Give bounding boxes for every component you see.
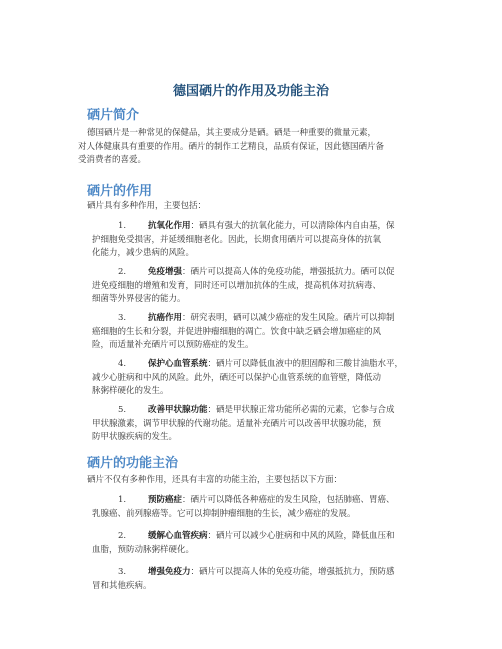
effect-item	[92, 358, 432, 399]
item-term: 保护心血管系统	[148, 359, 208, 369]
item-term: 预防癌症	[148, 495, 183, 505]
item-number: 3.	[118, 567, 127, 577]
item-text: 甲状腺激素，调节甲状腺的代谢功能。适量补充硒片可以改善甲状腺功能，预	[92, 418, 382, 429]
item-text: 险，而适量补充硒片可以预防癌症的发生。	[92, 340, 254, 350]
indication-item	[92, 494, 432, 521]
document-title: 德国硒片的作用及功能主治	[172, 84, 329, 99]
paragraph-line: 受消费者的喜爱。	[78, 155, 147, 165]
item-term: 抗氧化作用	[148, 221, 191, 231]
indication-item	[92, 530, 432, 557]
effect-item	[92, 404, 432, 445]
indications-intro: 硒片不仅有多种作用，还具有丰富的功能主治，主要包括以下方面：	[87, 475, 343, 485]
paragraph-line: 对人体健康具有重要的作用。硒片的制作工艺精良，品质有保证，因此德国硒片备	[78, 141, 385, 152]
section-heading-effects: 硒片的作用	[87, 184, 153, 199]
item-text: 护细胞免受损害，并延缓细胞老化。因此，长期食用硒片可以提高身体的抗氧	[92, 234, 382, 245]
item-term: 免疫增强	[148, 267, 183, 277]
item-term: 增强免疫力	[148, 567, 191, 577]
item-term: 抗癌作用	[148, 313, 183, 323]
effects-intro: 硒片具有多种作用，主要包括：	[87, 201, 207, 211]
item-number: 2.	[118, 531, 127, 541]
item-text: 化能力，减少患病的风险。	[92, 248, 195, 258]
item-term: 缓解心血管疾病	[148, 531, 208, 541]
item-number: 5.	[118, 405, 127, 415]
item-text: ：硒片可以降低各种癌症的发生风险，包括肺癌、胃癌、	[182, 495, 395, 505]
section-heading-indications: 硒片的功能主治	[87, 456, 179, 471]
indication-item	[92, 566, 432, 593]
item-number: 3.	[118, 313, 127, 323]
item-number: 2.	[118, 267, 127, 277]
item-text: ：硒片可以降低血液中的胆固醇和三酸甘油脂水平，	[207, 359, 404, 369]
item-text: ：硒片可以提高人体的免疫功能，增强抵抗力。硒可以促	[182, 267, 395, 277]
item-term: 改善甲状腺功能	[148, 405, 208, 415]
paragraph-line: 德国硒片是一种常见的保健品，其主要成分是硒。硒是一种重要的微量元素，	[87, 128, 377, 138]
section-heading-intro: 硒片简介	[87, 108, 140, 123]
item-text: ：硒片可以减少心脏病和中风的风险，降低血压和	[207, 531, 395, 541]
item-text: 防甲状腺疾病的发生。	[92, 432, 178, 442]
item-text: ：硒是甲状腺正常功能所必需的元素，它参与合成	[207, 405, 395, 415]
item-text: 脉粥样硬化的发生。	[92, 386, 169, 396]
item-text: ：硒具有强大的抗氧化能力，可以清除体内自由基，保	[190, 221, 395, 231]
section-intro-paragraph	[78, 127, 433, 168]
effect-item	[92, 266, 432, 307]
effect-item	[92, 220, 432, 261]
item-text: 冒和其他疾病。	[92, 580, 152, 591]
item-text: 血脂，预防动脉粥样硬化。	[92, 544, 195, 555]
effect-item	[92, 312, 432, 353]
item-text: ：研究表明，硒可以减少癌症的发生风险。硒片可以抑制	[182, 313, 395, 323]
item-number: 4.	[118, 359, 127, 369]
item-number: 1.	[118, 221, 127, 231]
item-text: 进免疫细胞的增殖和发育，同时还可以增加抗体的生成，提高机体对抗病毒、	[92, 280, 382, 291]
item-text: 减少心脏病和中风的风险。此外，硒还可以保护心血管系统的血管壁，降低动	[92, 372, 382, 383]
item-text: 癌细胞的生长和分裂，并促进肿瘤细胞的凋亡。饮食中缺乏硒会增加癌症的风	[92, 326, 382, 337]
item-number: 1.	[118, 495, 127, 505]
item-text: 乳腺癌、前列腺癌等。它可以抑制肿瘤细胞的生长，减少癌症的发展。	[92, 508, 356, 519]
item-text: 细菌等外界侵害的能力。	[92, 294, 186, 304]
item-text: ：硒片可以提高人体的免疫功能，增强抵抗力，预防感	[190, 567, 395, 577]
